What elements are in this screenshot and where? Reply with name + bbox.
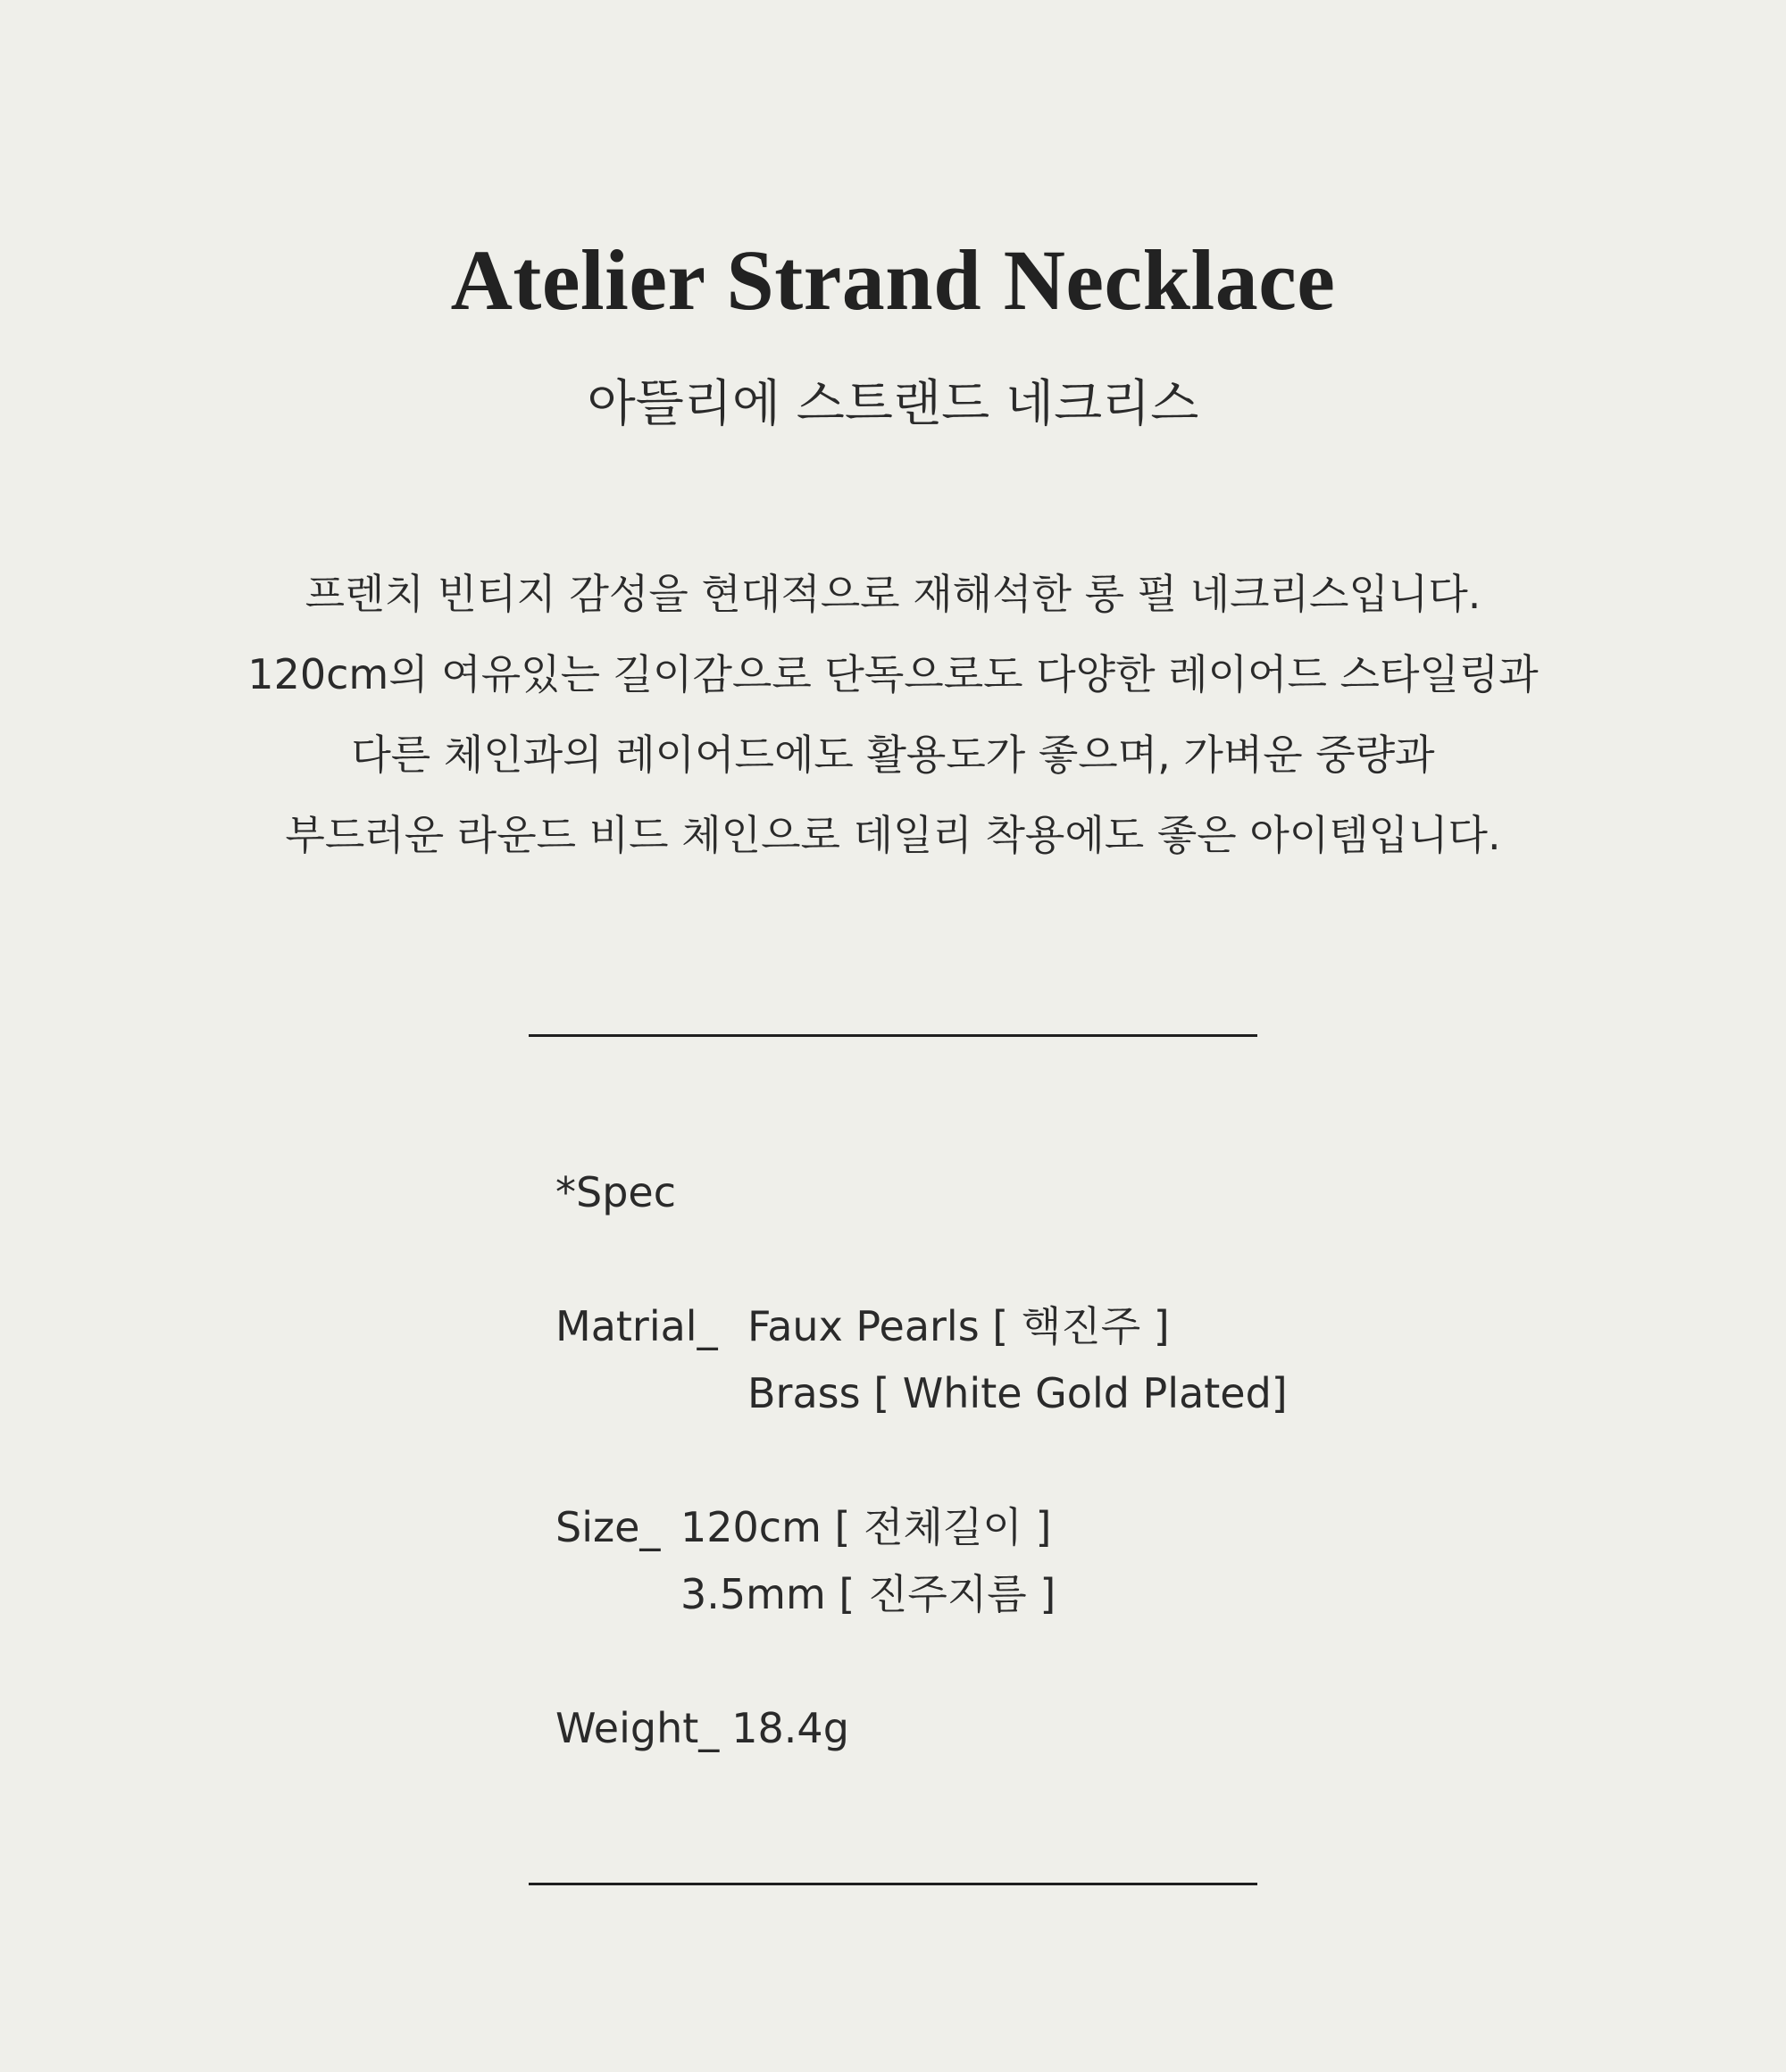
spec-material-value: Faux Pearls [ 핵진주 ] <box>747 1302 1170 1350</box>
spec-material-label: Matrial_ <box>555 1302 718 1350</box>
product-title-korean: 아뜰리에 스트랜드 네크리스 <box>587 375 1199 433</box>
spec-weight-row <box>555 1695 1288 1762</box>
spec-heading-row <box>555 1159 1288 1226</box>
spec-heading: *Spec <box>555 1168 676 1216</box>
spec-material-value: Brass [ White Gold Plated] <box>747 1369 1288 1417</box>
description-line: 프렌치 빈티지 감성을 현대적으로 재해석한 롱 펄 네크리스입니다. <box>305 570 1481 618</box>
spec-material-row-2 <box>555 1360 1288 1427</box>
spec-size-row <box>555 1494 1288 1561</box>
spec-size-label: Size_ <box>555 1503 661 1551</box>
bottom-divider <box>529 1883 1257 1885</box>
description-line: 다른 체인과의 레이어드에도 활용도가 좋으며, 가벼운 중량과 <box>351 731 1435 779</box>
top-divider <box>529 1034 1257 1037</box>
spec-size-value: 120cm [ 전체길이 ] <box>680 1503 1052 1551</box>
spec-weight-label: Weight_ <box>555 1704 720 1752</box>
description-line: 120cm의 여유있는 길이감으로 단독으로도 다양한 레이어드 스타일링과 <box>247 650 1539 698</box>
product-description <box>0 554 1786 875</box>
spec-weight-value: 18.4g <box>731 1704 849 1752</box>
product-title-english: Atelier Strand Necklace <box>450 232 1336 328</box>
spec-material-row <box>555 1293 1288 1360</box>
spec-size-row-2 <box>555 1561 1288 1628</box>
spec-size-value: 3.5mm [ 진주지름 ] <box>680 1570 1056 1618</box>
spec-section <box>555 1159 1288 1762</box>
description-line: 부드러운 라운드 비드 체인으로 데일리 착용에도 좋은 아이템입니다. <box>285 811 1501 859</box>
